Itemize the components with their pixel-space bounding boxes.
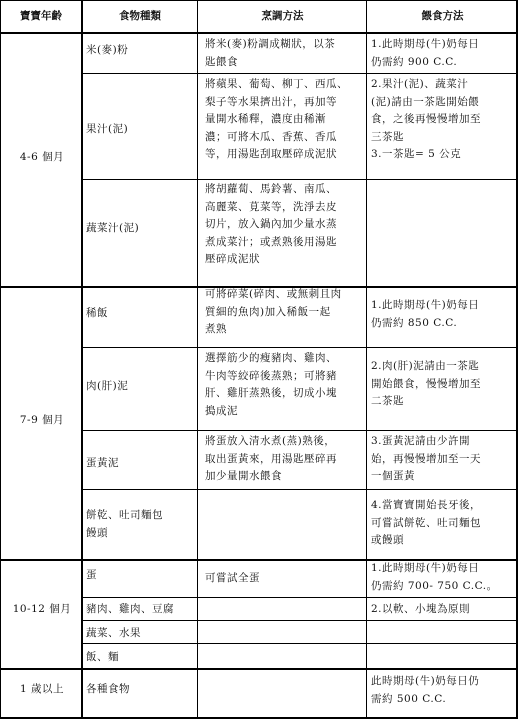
food-cell: 各種食物	[86, 683, 130, 695]
food-cell: 蛋黃泥	[86, 457, 119, 469]
feed-cell: 1.此時期母(牛)奶每日 仍需約 900 C.C.	[371, 38, 480, 68]
feed-cell: 2.果汁(泥)、蔬菜汁 (泥)請由一茶匙開始餵 食，之後再慢慢增加至 三茶匙 3.一茶匙= 5 公克	[371, 78, 481, 160]
header-cooking: 烹調方法	[261, 10, 304, 22]
food-cell: 蔬菜、水果	[86, 627, 141, 639]
grid-line	[82, 73, 518, 74]
header-feeding: 餵食方法	[421, 10, 464, 22]
grid-line	[82, 179, 518, 180]
age-7-9: 7-9 個月	[19, 414, 65, 426]
feed-cell: 2.以軟、小塊為原則	[371, 603, 471, 615]
grid-line	[82, 430, 518, 431]
grid-line	[82, 643, 518, 644]
grid-line	[0, 559, 518, 561]
header-food: 食物種類	[119, 10, 161, 22]
cook-cell: 將胡蘿蔔、馬鈴薯、南瓜、 高麗菜、莧菜等，洗淨去皮 切片，放入鍋內加少量水蒸 煮成菜汁；或煮熟後用湯匙 壓碎成泥狀	[205, 183, 337, 265]
food-cell: 豬肉、雞肉、豆腐	[86, 603, 174, 615]
grid-line	[82, 597, 518, 598]
age-1-plus: 1 歲以上	[19, 683, 65, 695]
food-cell: 稀飯	[86, 307, 108, 319]
grid-line	[0, 286, 518, 288]
cook-cell: 將蛋放入清水煮(蒸)熟後， 取出蛋黃來，用湯匙壓碎再 加少量開水餵食	[205, 435, 337, 482]
grid-line	[81, 0, 83, 719]
cook-cell: 可將碎菜(碎肉、或無刺且肉 質細的魚肉)加入稀飯一起 煮熟	[205, 288, 342, 335]
feed-cell: 2.肉(肝)泥請由一茶匙 開始餵食，慢慢增加至 二茶匙	[371, 360, 481, 407]
food-cell: 米(麥)粉	[86, 44, 129, 56]
cook-cell: 選擇筋少的瘦豬肉、雞肉、 牛肉等絞碎後蒸熟；可將豬 肝、雞肝蒸熟後，切成小塊 搗成泥	[205, 352, 337, 417]
feed-cell: 此時期母(牛)奶每日仍 需約 500 C.C.	[371, 675, 480, 705]
grid-line	[82, 489, 518, 490]
grid-line	[366, 0, 367, 719]
age-10-12: 10-12 個月	[12, 603, 72, 615]
header-age: 寶寶年齡	[20, 10, 62, 22]
cook-cell: 將米(麥)粉調成糊狀，以茶 匙餵食	[205, 38, 336, 68]
grid-line	[82, 347, 518, 348]
feed-cell: 1.此時期母(牛)奶每日 仍需約 850 C.C.	[371, 299, 480, 329]
feed-cell: 3.蛋黃泥請由少許開 始，再慢慢增加至一天 一個蛋黃	[371, 435, 481, 482]
grid-line	[0, 668, 518, 670]
cook-cell: 可嘗試全蛋	[205, 572, 260, 584]
cook-cell: 將蘋果、葡萄、柳丁、西瓜、 梨子等水果擠出汁，再加等 量開水稀釋，濃度由稀漸 濃；可將木瓜、香蕉、香瓜 等，用湯匙刮取壓碎成泥狀	[205, 78, 348, 160]
grid-line	[0, 0, 518, 1]
age-4-6: 4-6 個月	[19, 151, 65, 163]
food-cell: 肉(肝)泥	[86, 380, 129, 392]
food-cell: 餅乾、吐司麵包 饅頭	[86, 509, 163, 539]
grid-line	[82, 620, 518, 621]
grid-line	[0, 32, 518, 34]
feed-cell: 4.當寶寶開始長牙後， 可嘗試餅乾、吐司麵包 或饅頭	[371, 499, 482, 546]
grid-line	[197, 0, 198, 719]
food-cell: 蔬菜汁(泥)	[86, 222, 140, 234]
food-cell: 蛋	[86, 569, 97, 581]
food-cell: 果汁(泥)	[86, 123, 129, 135]
feed-cell: 1.此時期母(牛)奶每日 仍需約 700- 750 C.C.。	[371, 562, 498, 592]
grid-line	[0, 0, 1, 719]
table-header	[0, 0, 518, 33]
food-cell: 飯、麵	[86, 651, 119, 663]
